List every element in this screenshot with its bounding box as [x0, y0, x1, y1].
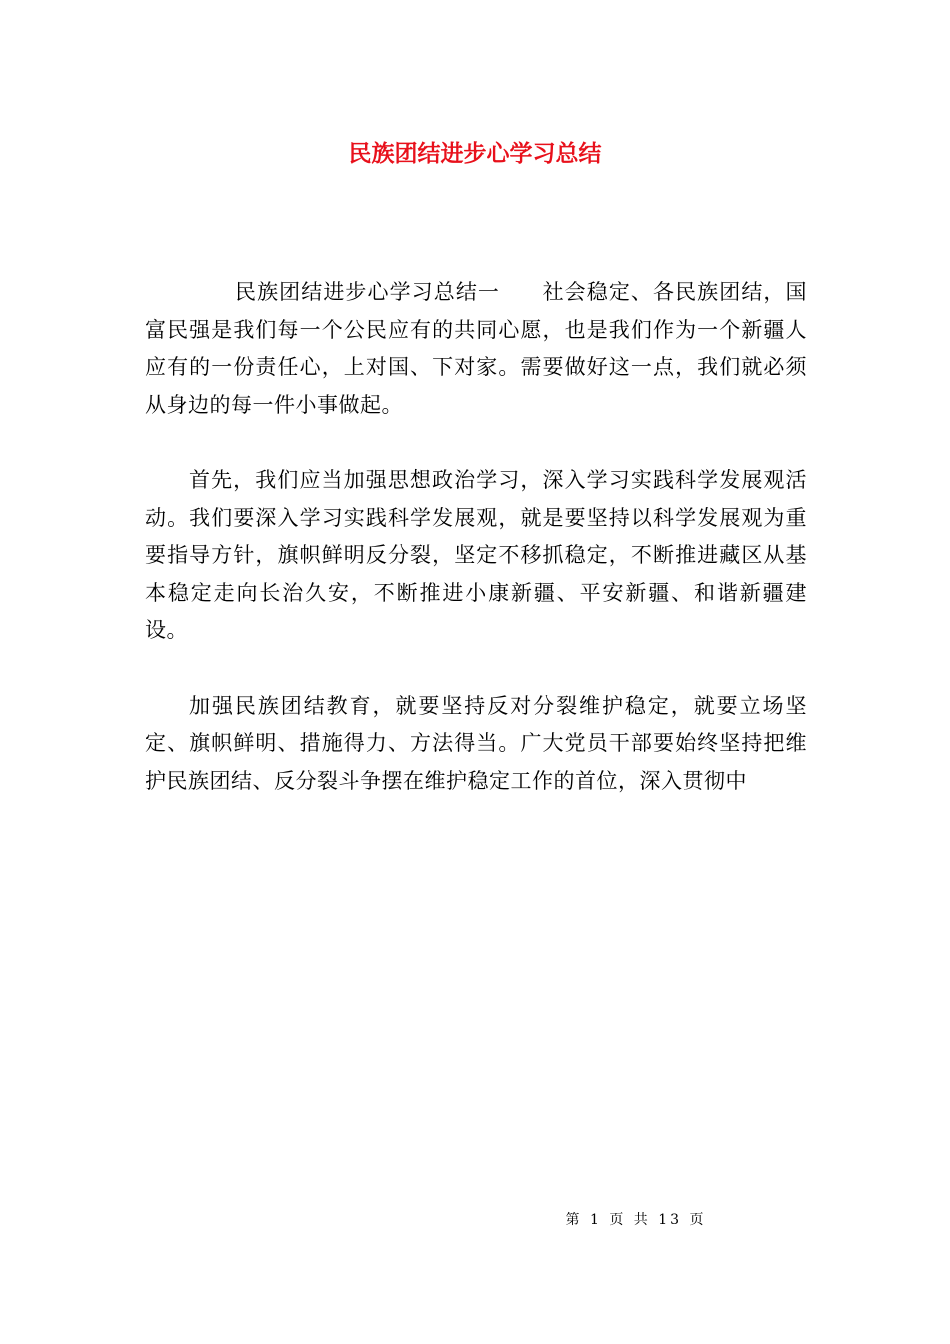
- footer-total-pages: 13: [658, 1212, 683, 1228]
- footer-suffix: 页: [689, 1212, 707, 1228]
- footer-prefix: 第: [565, 1212, 583, 1228]
- page-number: [565, 1210, 706, 1230]
- paragraph-1: [145, 274, 807, 424]
- footer-mid: 页 共: [609, 1212, 651, 1228]
- document-body: [145, 274, 807, 800]
- document-title: 民族团结进步心学习总结: [348, 140, 602, 167]
- paragraph-1-text: 社会稳定、各民族团结，国富民强是我们每一个公民应有的共同心愿，也是我们作为一个新疆人应有的一份责任心，上对国、下对家。需要做好这一点，我们就必须从身边的每一件小事做起。: [145, 280, 807, 417]
- paragraph-2: 首先，我们应当加强思想政治学习，深入学习实践科学发展观活动。我们要深入学习实践科学发展观，就是要坚持以科学发展观为重要指导方针，旗帜鲜明反分裂，坚定不移抓稳定，不断推进藏区从基本稳定走向长治久安，不断推进小康新疆、平安新疆、和谐新疆建设。: [145, 468, 807, 642]
- footer-current-page: 1: [589, 1212, 602, 1228]
- paragraph-1-lead: 民族团结进步心学习总结一: [235, 280, 500, 304]
- page-footer: [0, 1210, 950, 1230]
- paragraph-3: 加强民族团结教育，就要坚持反对分裂维护稳定，就要立场坚定、旗帜鲜明、措施得力、方法得当。广大党员干部要始终坚持把维护民族团结、反分裂斗争摆在维护稳定工作的首位，深入贯彻中: [145, 693, 807, 793]
